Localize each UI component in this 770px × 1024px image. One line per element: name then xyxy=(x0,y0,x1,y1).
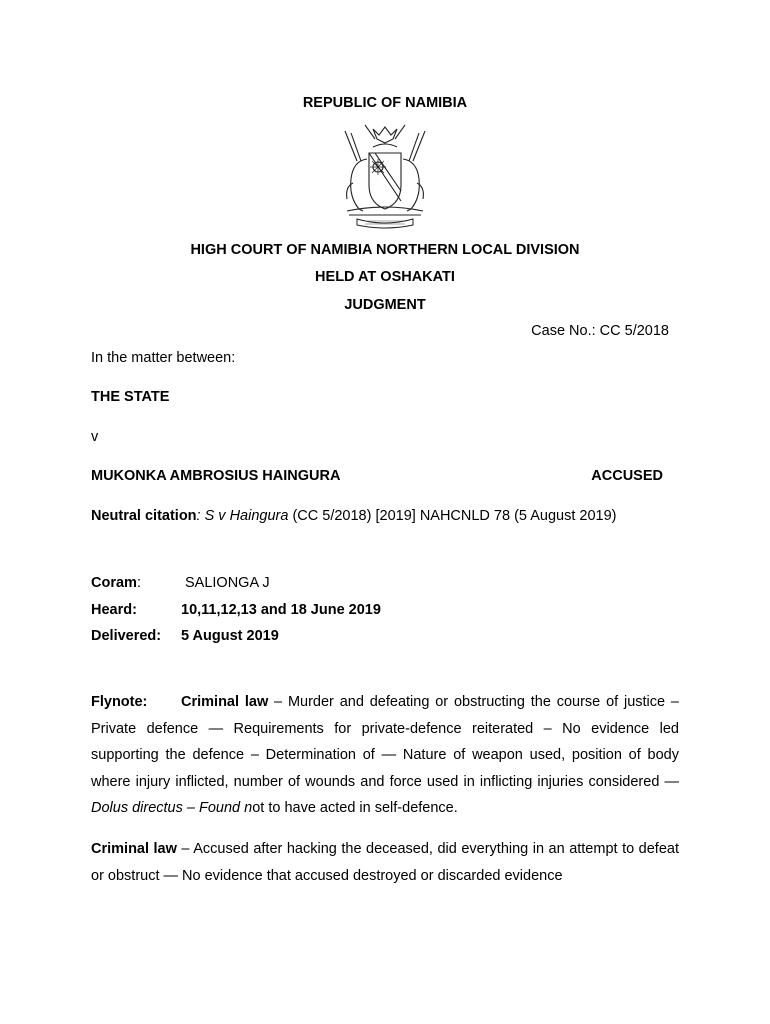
neutral-citation xyxy=(91,508,616,524)
document-type: JUDGMENT xyxy=(344,297,426,313)
coat-of-arms-icon xyxy=(335,123,435,229)
para2-topic: Criminal law xyxy=(91,841,177,857)
para2-text: – Accused after hacking the deceased, did everything in an attempt to defeat or obstruct — No evidence that accused destroyed or discarded evidence xyxy=(91,841,679,884)
held-at: HELD AT OSHAKATI xyxy=(315,269,455,285)
citation-reference: (CC 5/2018) [2019] NAHCNLD 78 (5 August 2019) xyxy=(288,508,617,524)
flynote-topic: Criminal law xyxy=(181,694,269,710)
second-paragraph xyxy=(91,836,679,889)
citation-colon: : xyxy=(196,508,205,524)
coram-colon: : xyxy=(136,575,141,591)
delivered-value: 5 August 2019 xyxy=(181,628,279,644)
citation-case: S v Haingura xyxy=(204,508,289,524)
flynote-label: Flynote: xyxy=(91,694,148,710)
accused-name: MUKONKA AMBROSIUS HAINGURA xyxy=(91,468,341,484)
coram-label: Coram xyxy=(91,575,137,591)
delivered-label: Delivered: xyxy=(91,628,162,644)
citation-label: Neutral citation xyxy=(91,508,197,524)
flynote-italic: Dolus directus – Found n xyxy=(91,800,253,816)
flynote-text-end: ot to have acted in self-defence. xyxy=(252,800,458,816)
flynote-text: – Murder and defeating or obstructing the course of justice – Private defence — Requirements for private-defence reiterated – No evidence led supporting the defence – Determination of — Nature of weapon used, position of body where injury inflicted, number of wounds and force used in inflicting injuries considered — xyxy=(91,694,679,790)
accused-role: ACCUSED xyxy=(591,468,663,484)
heard-value: 10,11,12,13 and 18 June 2019 xyxy=(181,602,381,618)
country-title: REPUBLIC OF NAMIBIA xyxy=(302,95,468,111)
case-number: Case No.: CC 5/2018 xyxy=(531,323,669,339)
coram-row xyxy=(91,575,141,591)
plaintiff-name: THE STATE xyxy=(91,389,170,405)
court-name: HIGH COURT OF NAMIBIA NORTHERN LOCAL DIVISION xyxy=(190,242,580,258)
versus: v xyxy=(91,429,99,445)
coram-value: SALIONGA J xyxy=(185,575,270,591)
flynote-paragraph xyxy=(91,689,679,822)
parties-intro: In the matter between: xyxy=(91,350,236,366)
heard-label: Heard: xyxy=(91,602,137,618)
